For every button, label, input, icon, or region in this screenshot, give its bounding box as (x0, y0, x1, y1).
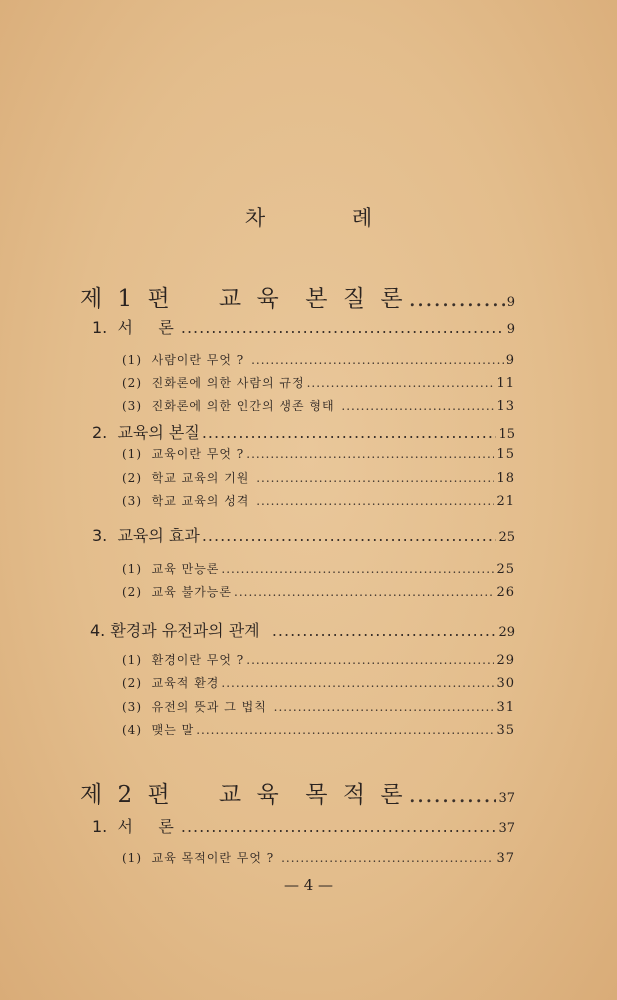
toc-subsection (122, 651, 515, 668)
toc-page: 15 (496, 447, 515, 462)
leader-dots (251, 353, 504, 367)
toc-page: 29 (496, 653, 515, 668)
toc-title: 차 례 (244, 206, 413, 230)
toc-page: 37 (498, 791, 515, 806)
leader-dots (221, 676, 494, 690)
toc-label: 1. 서 론 (92, 318, 179, 337)
toc-subsection (122, 469, 515, 486)
leader-dots (409, 782, 497, 808)
leader-dots (307, 376, 495, 390)
toc-subsection (122, 721, 515, 738)
toc-label: 3. 교육의 효과 (92, 526, 200, 545)
toc-label: (4) 맺는 말 (122, 723, 195, 737)
toc-subsection (122, 374, 515, 391)
leader-dots (202, 423, 497, 442)
toc-subsection (122, 445, 515, 462)
toc-label: 2. 교육의 본질 (92, 423, 200, 442)
toc-subsection (122, 397, 515, 414)
toc-section (92, 315, 515, 338)
leader-dots (181, 817, 497, 836)
toc-page: 35 (496, 723, 515, 738)
toc-subsection (122, 698, 515, 715)
leader-dots (196, 723, 494, 737)
leader-dots (202, 526, 497, 545)
leader-dots (256, 494, 494, 508)
toc-page: 30 (496, 676, 515, 691)
toc-label: (3) 학교 교육의 성격 (122, 494, 255, 508)
toc-label: (3) 진화론에 의한 인간의 생존 형태 (122, 399, 340, 413)
leader-dots (181, 318, 505, 337)
toc-label: (1) 교육이란 무엇 ? (122, 447, 245, 461)
toc-section (92, 814, 515, 837)
toc-page: 25 (498, 530, 515, 545)
leader-dots (246, 447, 494, 461)
leader-dots (341, 399, 494, 413)
toc-label: (3) 유전의 뜻과 그 법칙 (122, 700, 272, 714)
leader-dots (272, 621, 497, 640)
toc-label: (2) 학교 교육의 기원 (122, 471, 255, 485)
toc-page: 9 (506, 322, 515, 337)
toc-label: (2) 교육적 환경 (122, 676, 220, 690)
toc-section (92, 420, 515, 443)
leader-dots (246, 653, 494, 667)
toc-page: 13 (496, 399, 515, 414)
toc-label: (1) 교육 만능론 (122, 562, 220, 576)
leader-dots (234, 585, 494, 599)
toc-label: (1) 사람이란 무엇 ? (122, 353, 250, 367)
toc-label: (2) 진화론에 의한 사람의 규정 (122, 376, 305, 390)
toc-page: 15 (498, 427, 515, 442)
toc-label: (2) 교육 불가능론 (122, 585, 232, 599)
toc-section (90, 618, 515, 641)
page-number: — 4 — (283, 876, 334, 894)
toc-part (80, 776, 515, 809)
toc-page: 31 (496, 700, 515, 715)
toc-page: 9 (506, 295, 515, 310)
toc-subsection (122, 583, 515, 600)
leader-dots (256, 471, 494, 485)
leader-dots (281, 851, 494, 865)
toc-page: 37 (498, 821, 515, 836)
toc-page: 25 (496, 562, 515, 577)
toc-section (92, 523, 515, 546)
toc-page: 26 (496, 585, 515, 600)
toc-subsection (122, 560, 515, 577)
toc-page: 37 (496, 851, 515, 866)
toc-page: 11 (496, 376, 515, 391)
leader-dots (409, 286, 505, 312)
toc-label: 제 2 편 교 육 목 적 론 (80, 782, 407, 808)
toc-page: 18 (496, 471, 515, 486)
toc-label: (1) 교육 목적이란 무엇 ? (122, 851, 280, 865)
leader-dots (274, 700, 495, 714)
toc-page: 9 (505, 353, 515, 368)
toc-label: 4. 환경과 유전과의 관계 (90, 621, 270, 640)
toc-subsection (122, 351, 515, 368)
toc-label: (1) 환경이란 무엇 ? (122, 653, 245, 667)
toc-page: 21 (496, 494, 515, 509)
toc-subsection (122, 674, 515, 691)
leader-dots (221, 562, 494, 576)
toc-subsection (122, 492, 515, 509)
toc-subsection (122, 849, 515, 866)
toc-label: 제 1 편 교 육 본 질 론 (80, 286, 407, 312)
toc-part (80, 280, 515, 313)
toc-label: 1. 서 론 (92, 817, 179, 836)
toc-page: 29 (498, 625, 515, 640)
